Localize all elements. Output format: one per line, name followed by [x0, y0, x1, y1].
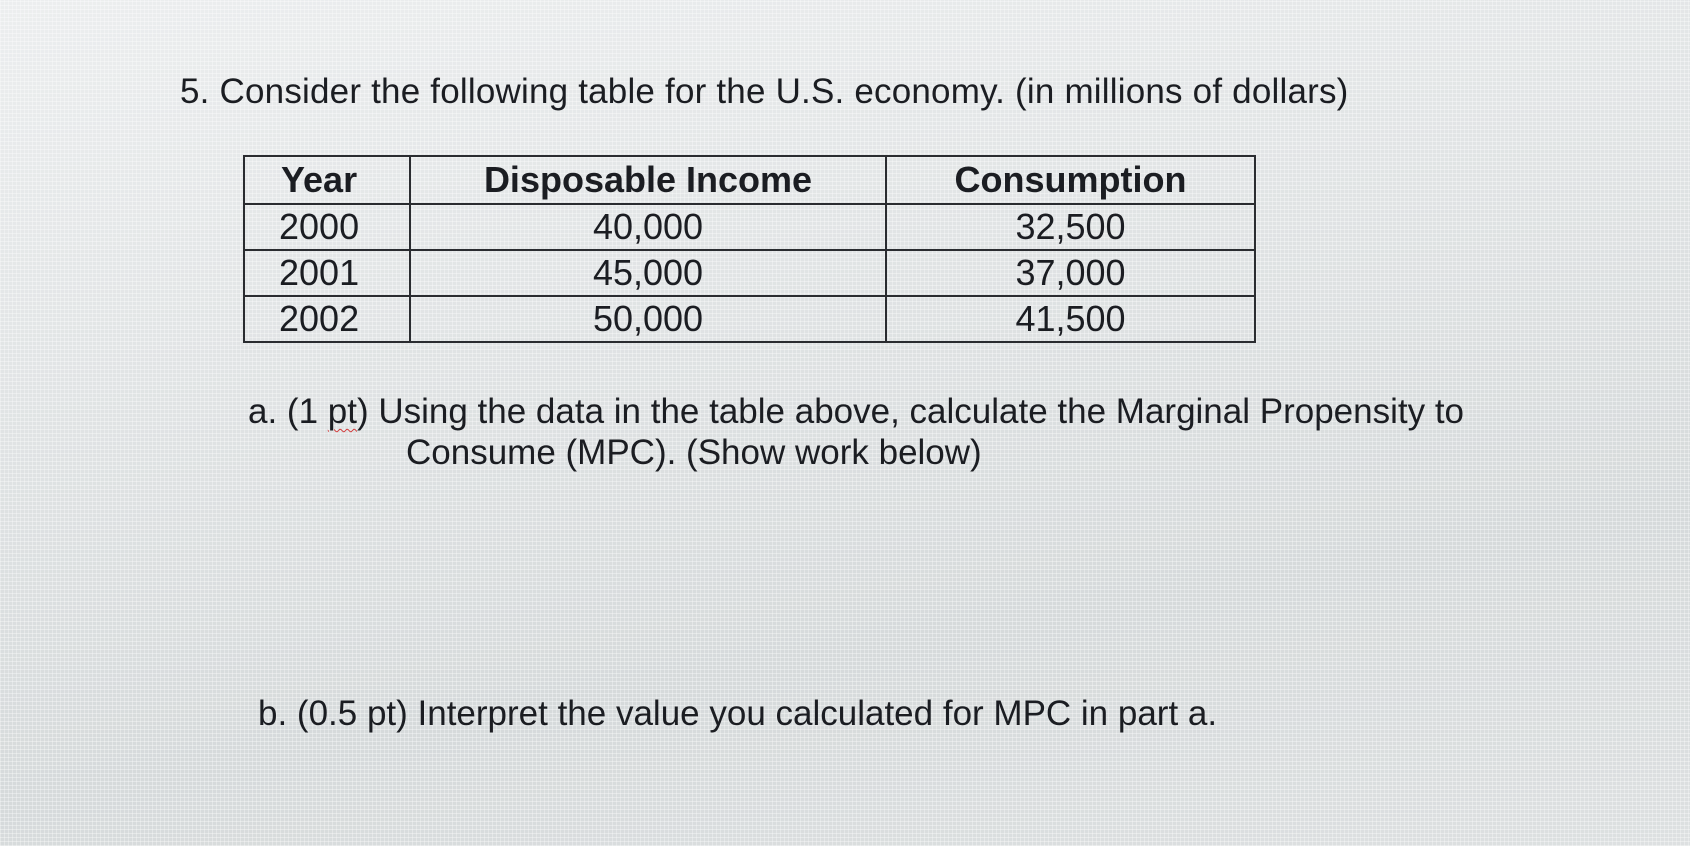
cell-year: 2000: [244, 204, 410, 250]
cell-consumption: 32,500: [886, 204, 1255, 250]
table-row: [244, 296, 1255, 342]
header-year: Year: [244, 156, 410, 204]
table-header-row: [244, 156, 1255, 204]
part-b-question: b. (0.5 pt) Interpret the value you calculated for MPC in part a.: [258, 694, 1218, 733]
header-consumption: Consumption: [886, 156, 1255, 204]
cell-disposable-income: 45,000: [410, 250, 886, 296]
part-a-text: ) Using the data in the table above, calculate the Marginal Propensity to: [356, 392, 1465, 431]
table-row: [244, 250, 1255, 296]
part-a-prefix: a. (1: [248, 392, 328, 431]
misspelled-word: pt: [327, 392, 357, 431]
part-a-question: [248, 392, 1464, 432]
cell-consumption: 37,000: [886, 250, 1255, 296]
cell-consumption: 41,500: [886, 296, 1255, 342]
cell-disposable-income: 50,000: [410, 296, 886, 342]
cell-year: 2001: [244, 250, 410, 296]
header-disposable-income: Disposable Income: [410, 156, 886, 204]
part-a-question-line2: Consume (MPC). (Show work below): [406, 433, 982, 472]
economy-table: [243, 155, 1256, 343]
table-row: [244, 204, 1255, 250]
question-title: 5. Consider the following table for the U.S. economy. (in millions of dollars): [180, 72, 1349, 111]
cell-year: 2002: [244, 296, 410, 342]
cell-disposable-income: 40,000: [410, 204, 886, 250]
